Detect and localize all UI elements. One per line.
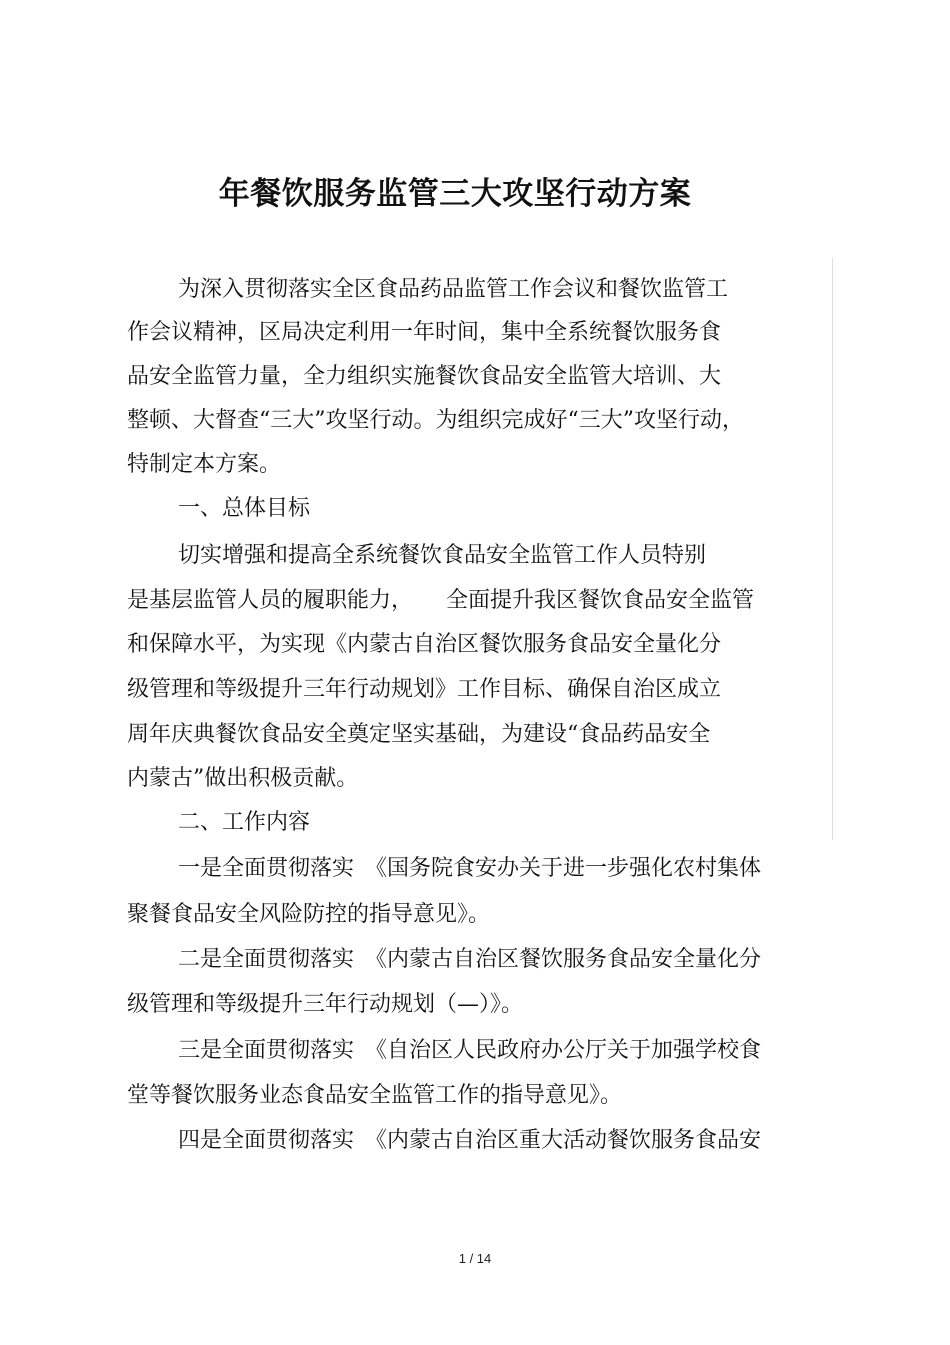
text-line: 周年庆典餐饮食品安全奠定坚实基础，为建设“食品药品安全 [127,722,711,747]
text-line: 为深入贯彻落实全区食品药品监管工作会议和餐饮监管工 [178,277,729,302]
text-line: 切实增强和提高全系统餐饮食品安全监管工作人员特别 [178,543,707,568]
text-line: 和保障水平，为实现《内蒙古自治区餐饮服务食品安全量化分 [127,632,722,657]
text-line: 是基层监管人员的履职能力， 全面提升我区餐饮食品安全监管 [127,588,755,613]
text-line: 级管理和等级提升三年行动规划（—）》。 [127,992,524,1017]
page-indicator: 1 / 14 [458,1251,492,1266]
text-line: 整顿、大督查“三大”攻坚行动。为组织完成好“三大”攻坚行动， [127,408,744,433]
section-heading: 二、工作内容 [178,810,311,835]
margin-rule [832,258,833,840]
text-line: 堂等餐饮服务业态食品安全监管工作的指导意见》。 [127,1083,623,1108]
text-line: 级管理和等级提升三年行动规划》工作目标、确保自治区成立 [127,677,722,702]
text-line: 特制定本方案。 [127,452,282,477]
text-line: 一是全面贯彻落实 《国务院食安办关于进一步强化农村集体 [178,856,762,881]
text-line: 四是全面贯彻落实 《内蒙古自治区重大活动餐饮服务食品安 [178,1128,762,1153]
page-title: 年餐饮服务监管三大攻坚行动方案 [218,176,692,212]
text-line: 内蒙古”做出积极贡献。 [127,766,359,791]
section-heading: 一、总体目标 [178,496,311,521]
text-line: 二是全面贯彻落实 《内蒙古自治区餐饮服务食品安全量化分 [178,947,762,972]
text-line: 品安全监管力量，全力组织实施餐饮食品安全监管大培训、大 [127,364,722,389]
text-line: 聚餐食品安全风险防控的指导意见》。 [127,902,491,927]
text-line: 作会议精神，区局决定利用一年时间，集中全系统餐饮服务食 [127,320,722,345]
text-line: 三是全面贯彻落实 《自治区人民政府办公厅关于加强学校食 [178,1038,762,1063]
